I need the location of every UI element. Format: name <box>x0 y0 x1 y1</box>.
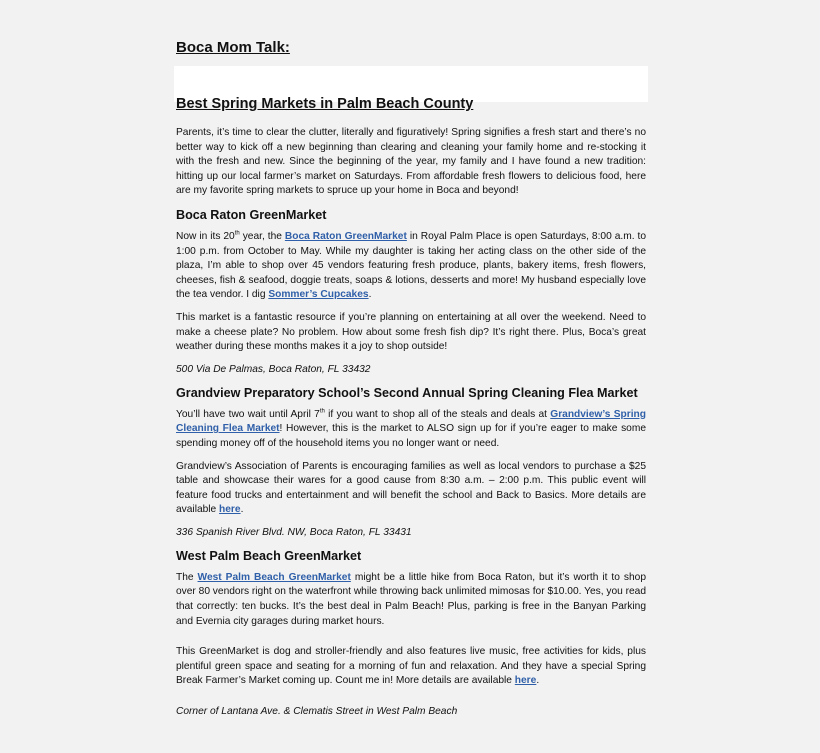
grandview-address: 336 Spanish River Blvd. NW, Boca Raton, FL 33431 <box>176 526 412 538</box>
section-heading-boca-greenmarket: Boca Raton GreenMarket <box>176 207 327 222</box>
west-palm-greenmarket-link[interactable]: West Palm Beach GreenMarket <box>197 571 351 583</box>
section-heading-grandview: Grandview Preparatory School’s Second Annual Spring Cleaning Flea Market <box>176 385 638 400</box>
spacer <box>176 637 646 645</box>
west-palm-paragraph-2: This GreenMarket is dog and stroller-friendly and also features live music, free activities for kids, plus plentiful green space and seating for a morning of fun and relaxation. And they have a special Spring Break Farmer’s Market coming up. Count me in! More details are available here. <box>176 646 646 687</box>
spacer <box>176 697 646 705</box>
grandview-flea-market-link[interactable]: Grandview’s Spring Cleaning Flea Market <box>176 408 646 435</box>
boca-greenmarket-link[interactable]: Boca Raton GreenMarket <box>284 230 407 242</box>
intro-paragraph: Parents, it’s time to clear the clutter, literally and figuratively! Spring signifies a fresh start and there’s no better way to kick off a new beginning than clearing and cleaning your family home and re-stocking it with the fresh and new. Since the beginning of the year, my family and I have found a new tradition: hitting up our local farmer’s market on Saturdays. From affordable fresh flowers to delicious food, here are my favorite spring markets to spruce up your home in Boca and beyond! <box>176 127 646 197</box>
west-palm-here-link[interactable]: here <box>514 675 537 687</box>
west-palm-paragraph-1: The West Palm Beach GreenMarket might be a little hike from Boca Raton, but it’s worth it to shop over 80 vendors right on the waterfront while throwing back unlimited mimosas for $10.00. Yes, you read that correctly: ten bucks. It’s the best deal in Palm Beach! Plus, parking is free in the Banyan Parking and Evernia city garages during market hours. <box>176 571 647 627</box>
section-heading-west-palm: West Palm Beach GreenMarket <box>176 548 362 563</box>
article-title: Best Spring Markets in Palm Beach County <box>176 96 474 112</box>
west-palm-address: Corner of Lantana Ave. & Clematis Street in West Palm Beach <box>176 706 458 718</box>
blog-title: Boca Mom Talk: <box>176 39 290 56</box>
sommers-cupcakes-link[interactable]: Sommer’s Cupcakes <box>268 289 369 301</box>
grandview-here-link[interactable]: here <box>219 504 241 516</box>
article <box>176 38 646 727</box>
boca-address: 500 Via De Palmas, Boca Raton, FL 33432 <box>176 363 371 375</box>
boca-paragraph-2: This market is a fantastic resource if you’re planning on entertaining at all over the weekend. Need to make a cheese plate? No problem. How about some fresh fish dip? It’s right there. Plus, Boca’s great weather during these months makes it a joy to shop outside! <box>176 311 646 353</box>
boca-paragraph-1: Now in its 20th year, the Boca Raton GreenMarket in Royal Palm Place is open Saturdays, 8:00 a.m. to 1:00 p.m. from October to May. While my daughter is taking her acting class on the other side of the plaza, I’m able to shop over 45 vendors featuring fresh produce, plants, bakery items, fresh flowers, cheeses, fish & seafood, doggie treats, soaps & lotions, desserts and more! My husband especially love the tea vendor. I dig Sommer’s Cupcakes. <box>176 230 646 301</box>
grandview-paragraph-2: Grandview’s Association of Parents is encouraging families as well as local vendors to purchase a $25 table and showcase their wares for a good cause from 8:30 a.m. – 2:00 p.m. This public event will feature food trucks and entertainment and will benefit the school and Back to Basics. More details are available here. <box>176 460 646 516</box>
grandview-paragraph-1: You’ll have two wait until April 7th if you want to shop all of the steals and deals at Grandview’s Spring Cleaning Flea Market! However, this is the market to ALSO sign up for if you’re eager to make some spending money off of the household items you no longer want or need. <box>176 408 646 449</box>
